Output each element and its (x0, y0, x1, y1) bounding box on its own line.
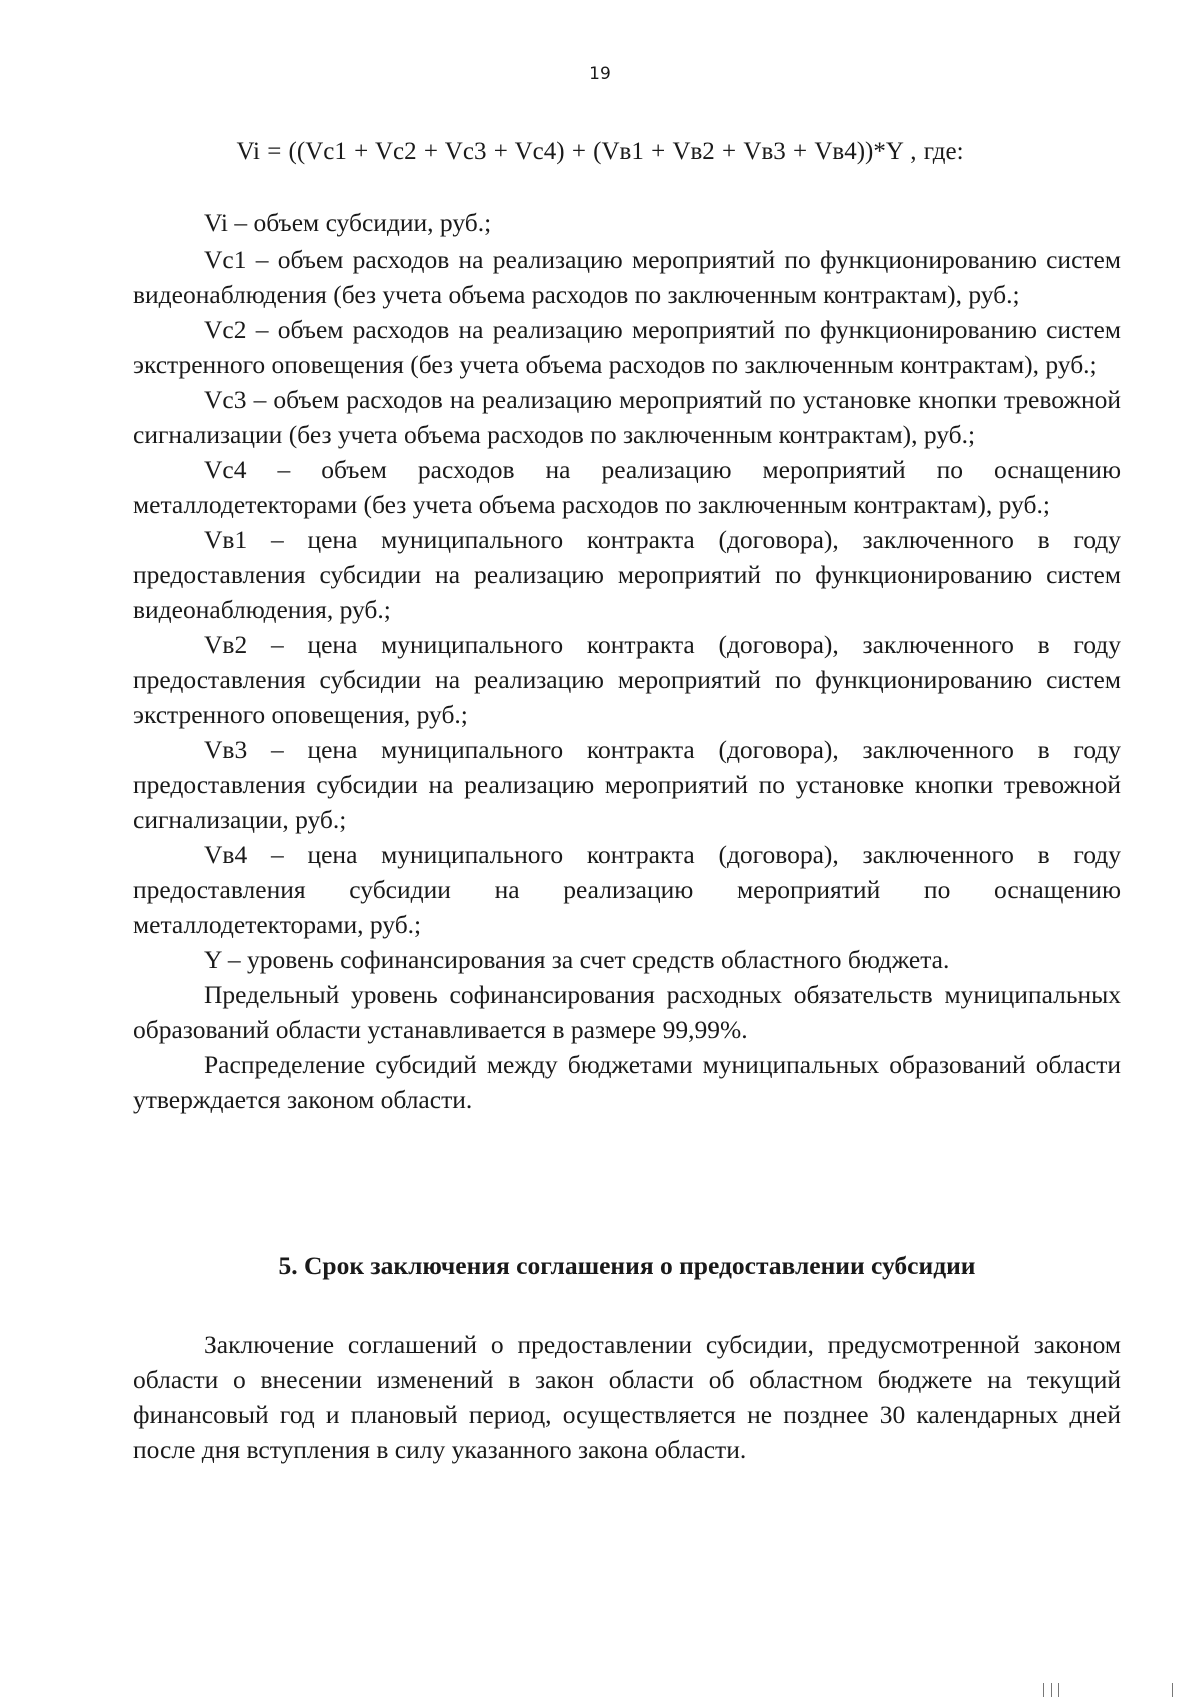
definition-vc3: Vc3 – объем расходов на реализацию мероприятий по установке кнопки тревожной сигнализации (без учета объема расходов по заключенным контрактам), руб.; (133, 385, 1121, 449)
definition-y: Y – уровень софинансирования за счет средств областного бюджета. (204, 945, 950, 974)
scan-artifact (1051, 1683, 1052, 1697)
definition-vc2: Vc2 – объем расходов на реализацию мероприятий по функционированию систем экстренного оповещения (без учета объема расходов по заключенным контрактам), руб.; (133, 315, 1121, 379)
scan-artifact (1043, 1683, 1044, 1697)
definition-vv3: Vв3 – цена муниципального контракта (договора), заключенного в году предоставления субсидии на реализацию мероприятий по установке кнопки тревожной сигнализации, руб.; (133, 735, 1121, 834)
section-5-body (133, 1327, 1121, 1467)
definitions-block (133, 205, 1121, 1117)
subsidy-formula: Vi = ((Vc1 + Vc2 + Vc3 + Vc4) + (Vв1 + Vв2 + Vв3 + Vв4))*Y , где: (236, 138, 964, 165)
page-number: 19 (589, 64, 611, 84)
definition-vc4: Vc4 – объем расходов на реализацию мероприятий по оснащению металлодетекторами (без учета объема расходов по заключенным контрактам), руб.; (133, 455, 1121, 519)
definition-vi: Vi – объем субсидии, руб.; (204, 208, 492, 237)
definition-vv2: Vв2 – цена муниципального контракта (договора), заключенного в году предоставления субсидии на реализацию мероприятий по функционированию систем экстренного оповещения, руб.; (133, 630, 1121, 729)
section-5-title: 5. Срок заключения соглашения о предоставлении субсидии (278, 1251, 976, 1280)
section-5-paragraph: Заключение соглашений о предоставлении субсидии, предусмотренной законом области о внесении изменений в закон области об областном бюджете на текущий финансовый год и плановый период, осуществляется не позднее 30 календарных дней после дня вступления в силу указанного закона области. (133, 1330, 1121, 1464)
scan-artifact (1172, 1683, 1173, 1697)
distribution-paragraph: Распределение субсидий между бюджетами муниципальных образований области утверждается законом области. (133, 1050, 1121, 1114)
definition-vv1: Vв1 – цена муниципального контракта (договора), заключенного в году предоставления субсидии на реализацию мероприятий по функционированию систем видеонаблюдения, руб.; (133, 525, 1121, 624)
cofinancing-limit-paragraph: Предельный уровень софинансирования расходных обязательств муниципальных образований области устанавливается в размере 99,99%. (133, 980, 1121, 1044)
scan-artifact (1058, 1683, 1059, 1697)
definition-vc1: Vc1 – объем расходов на реализацию мероприятий по функционированию систем видеонаблюдения (без учета объема расходов по заключенным контрактам), руб.; (133, 245, 1121, 309)
definition-vv4: Vв4 – цена муниципального контракта (договора), заключенного в году предоставления субсидии на реализацию мероприятий по оснащению металлодетекторами, руб.; (133, 840, 1121, 939)
